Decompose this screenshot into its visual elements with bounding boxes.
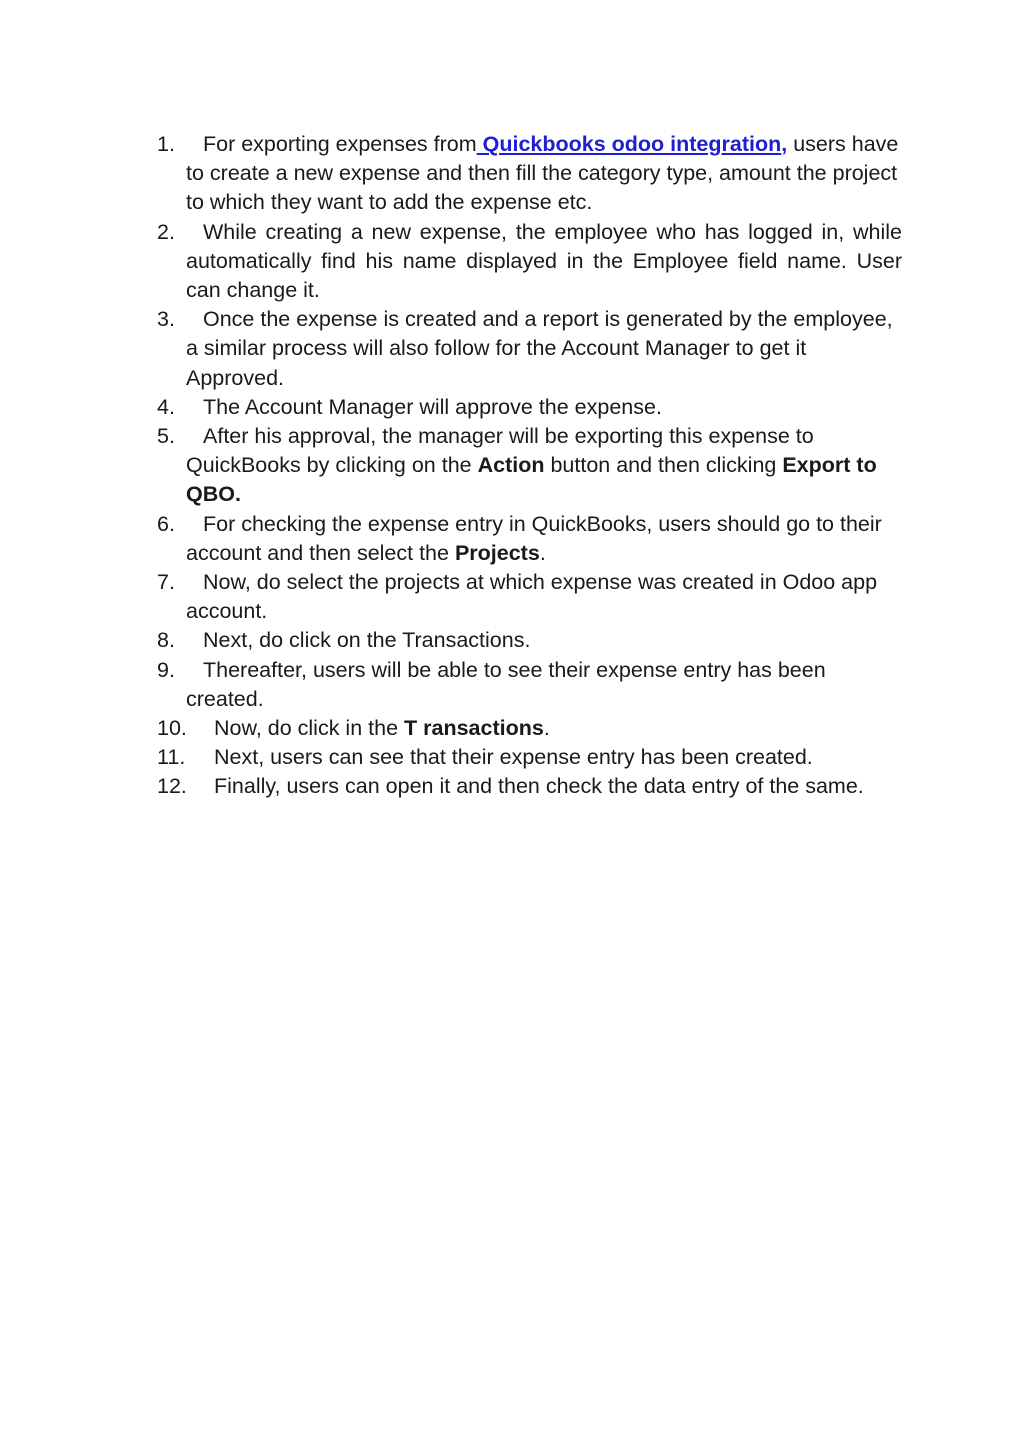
list-item <box>157 305 902 393</box>
list-item <box>157 626 902 655</box>
item-text-continued: . <box>539 540 546 565</box>
item-number: 7. <box>157 570 175 595</box>
item-number: 10. <box>157 716 187 741</box>
item-text-continued: users have to create a new expense and then fill the category type, amount the project to which they want to add the expense etc. <box>186 132 899 215</box>
list-item <box>157 772 902 801</box>
item-text: Now, do select the projects at which expense was created in Odoo app account. <box>186 570 878 624</box>
item-text: While creating a new expense, the employee who has logged in, while automatically find his name displayed in the Employee field name. User can change it. <box>186 219 902 303</box>
list-item <box>157 743 902 772</box>
list-item <box>157 218 902 306</box>
item-number: 12. <box>157 774 187 799</box>
item-text: The Account Manager will approve the expense. <box>203 394 662 419</box>
item-text: For checking the expense entry in QuickBooks, users should go to their account and then select the <box>186 511 882 565</box>
list-item <box>157 568 902 626</box>
list-item <box>157 510 902 568</box>
steps-list <box>157 130 902 802</box>
item-number: 1. <box>157 132 175 156</box>
item-number: 11. <box>157 745 186 770</box>
item-number: 3. <box>157 307 175 332</box>
action-bold-text: Action <box>477 453 545 478</box>
item-text: Next, users can see that their expense entry has been created. <box>214 745 813 770</box>
item-text: Finally, users can open it and then check the data entry of the same. <box>214 774 864 799</box>
item-text: Thereafter, users will be able to see their expense entry has been created. <box>186 657 826 711</box>
item-number: 5. <box>157 424 175 449</box>
list-item <box>157 422 902 510</box>
item-number: 2. <box>157 219 175 244</box>
item-text: For exporting expenses from <box>203 132 477 156</box>
item-number: 6. <box>157 511 175 536</box>
item-text: Now, do click in the <box>214 716 405 741</box>
list-item <box>157 714 902 743</box>
transactions-bold-text: T ransactions <box>404 716 544 741</box>
item-text-continued: . <box>543 716 550 741</box>
list-item <box>157 656 902 714</box>
item-number: 8. <box>157 628 175 653</box>
item-number: 9. <box>157 657 175 682</box>
item-text: Once the expense is created and a report is generated by the employee, a similar process will also follow for the Account Manager to get it Approved. <box>186 307 893 390</box>
projects-bold-text: Projects <box>454 540 540 565</box>
item-text: Next, do click on the Transactions. <box>203 628 531 653</box>
item-number: 4. <box>157 394 175 419</box>
export-to-qbo-bold-text: Export to QBO. <box>186 453 877 507</box>
item-text: After his approval, the manager will be exporting this expense to QuickBooks by clicking on the <box>186 424 814 478</box>
quickbooks-odoo-integration-link[interactable]: Quickbooks odoo integration, <box>476 132 788 156</box>
list-item <box>157 393 902 422</box>
item-text-continued: button and then clicking <box>544 453 783 478</box>
list-item <box>157 130 902 218</box>
